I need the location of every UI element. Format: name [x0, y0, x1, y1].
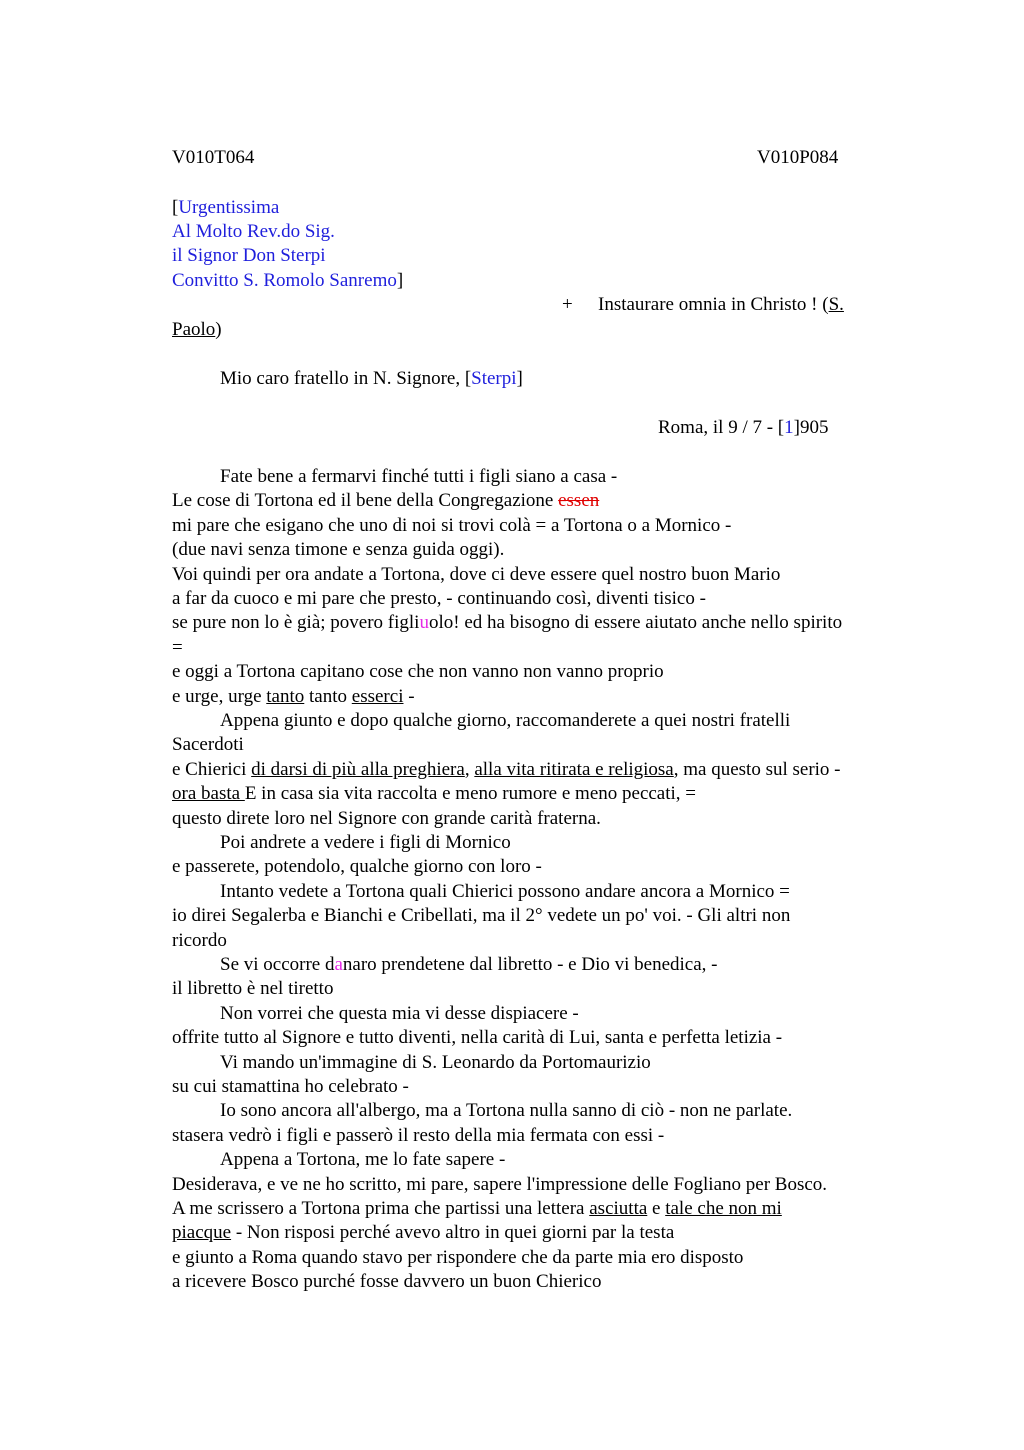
- body-line: stasera vedrò i figli e passerò il resto della mia fermata con essi -: [172, 1125, 665, 1146]
- cross-symbol: +: [562, 294, 573, 315]
- body-line: Vi mando un'immagine di S. Leonardo da Portomaurizio: [220, 1052, 651, 1073]
- address-line-1: [172, 196, 279, 220]
- body-text: e urge, urge: [172, 686, 267, 707]
- body-line: Intanto vedete a Tortona quali Chierici possono andare ancora a Mornico =: [220, 881, 790, 902]
- underlined-text: di darsi di più alla preghiera: [251, 759, 465, 780]
- body-line: io direi Segalerba e Bianchi e Cribellati, ma il 2° vedete un po' voi. - Gli altri non: [172, 905, 791, 926]
- salutation-text: Mio caro fratello in N. Signore, [: [220, 368, 472, 389]
- body-line: [172, 758, 841, 782]
- body-text: tanto: [304, 686, 352, 707]
- motto-text: Instaurare omnia in Christo ! (: [598, 294, 829, 315]
- body-text: naro prendetene dal libretto - e Dio vi benedica, -: [342, 954, 718, 975]
- underlined-text: tale che non mi: [665, 1198, 782, 1219]
- dateline-suffix: ]905: [793, 417, 829, 438]
- body-text: - Non risposi perché avevo altro in quei giorni par la testa: [231, 1222, 675, 1243]
- body-line: e passerete, potendolo, qualche giorno con loro -: [172, 856, 542, 877]
- body-line: Poi andrete a vedere i figli di Mornico: [220, 832, 511, 853]
- body-line: su cui stamattina ho celebrato -: [172, 1076, 409, 1097]
- body-line: [172, 782, 696, 806]
- body-line: Sacerdoti: [172, 734, 244, 755]
- body-text: e: [647, 1198, 666, 1219]
- salutation-close: ]: [516, 368, 523, 389]
- corrected-letter: a: [334, 954, 343, 975]
- body-line: Appena giunto e dopo qualche giorno, raccomanderete a quei nostri fratelli: [220, 710, 791, 731]
- bracket-close: ]: [396, 270, 404, 291]
- body-text: A me scrissero a Tortona prima che partissi una lettera: [172, 1198, 590, 1219]
- body-line: Io sono ancora all'albergo, ma a Tortona nulla sanno di ciò - non ne parlate.: [220, 1100, 793, 1121]
- body-line: e oggi a Tortona capitano cose che non vanno non vanno proprio: [172, 661, 664, 682]
- address-place: Convitto S. Romolo Sanremo: [172, 270, 397, 291]
- body-line: Non vorrei che questa mia vi desse dispiacere -: [220, 1003, 579, 1024]
- body-line: ricordo: [172, 930, 227, 951]
- motto: [598, 293, 844, 317]
- body-line: [220, 953, 718, 977]
- body-line: Voi quindi per ora andate a Tortona, dove ci deve essere quel nostro buon Mario: [172, 564, 781, 585]
- body-line: il libretto è nel tiretto: [172, 978, 334, 999]
- body-text: , ma questo sul serio -: [673, 759, 841, 780]
- motto-source-end: Paolo: [172, 319, 216, 340]
- address-line-4: [172, 269, 403, 293]
- dateline-insert: 1: [784, 417, 794, 438]
- body-line: [172, 685, 415, 709]
- body-text: se pure non lo è già; povero figli: [172, 612, 420, 633]
- body-line: a ricevere Bosco purché fosse davvero un buon Chierico: [172, 1271, 602, 1292]
- body-line: mi pare che esigano che uno di noi si trovi colà = a Tortona o a Mornico -: [172, 515, 732, 536]
- underlined-text: piacque: [172, 1222, 232, 1243]
- body-text: E in casa sia vita raccolta e meno rumore e meno peccati, =: [244, 783, 697, 804]
- deleted-text: essen: [558, 490, 600, 511]
- address-line-2: Al Molto Rev.do Sig.: [172, 221, 335, 242]
- body-line: Appena a Tortona, me lo fate sapere -: [220, 1149, 506, 1170]
- motto-source-start: S.: [828, 294, 844, 315]
- body-line: Desiderava, e ve ne ho scritto, mi pare, sapere l'impressione delle Fogliano per Bosco.: [172, 1174, 828, 1195]
- body-line: questo direte loro nel Signore con grande carità fraterna.: [172, 808, 601, 829]
- motto-continuation: [172, 318, 222, 342]
- body-text: ,: [464, 759, 475, 780]
- body-text: Se vi occorre d: [220, 954, 335, 975]
- body-line: (due navi senza timone e senza guida oggi).: [172, 539, 505, 560]
- body-line: [172, 611, 842, 635]
- bracket-open: [: [172, 197, 179, 218]
- document-code-right: V010P084: [757, 147, 839, 168]
- body-text: e Chierici: [172, 759, 252, 780]
- salutation: [220, 367, 523, 391]
- corrected-letter: u: [419, 612, 429, 633]
- dateline-prefix: Roma, il 9 / 7 - [: [658, 417, 785, 438]
- body-line: [172, 489, 599, 513]
- document-code-left: V010T064: [172, 147, 255, 168]
- body-text: olo! ed ha bisogno di essere aiutato anche nello spirito: [428, 612, 843, 633]
- underlined-text: asciutta: [589, 1198, 648, 1219]
- body-line: offrite tutto al Signore e tutto diventi, nella carità di Lui, santa e perfetta letizia -: [172, 1027, 783, 1048]
- body-line: [172, 1221, 674, 1245]
- body-line: Fate bene a fermarvi finché tutti i figli siano a casa -: [220, 466, 618, 487]
- body-text: -: [403, 686, 415, 707]
- underlined-text: alla vita ritirata e religiosa: [474, 759, 674, 780]
- motto-close: ): [215, 319, 222, 340]
- address-urgent: Urgentissima: [178, 197, 280, 218]
- body-line: a far da cuoco e mi pare che presto, - continuando così, diventi tisico -: [172, 588, 706, 609]
- underlined-text: esserci: [351, 686, 404, 707]
- body-line: =: [172, 637, 183, 658]
- underlined-text: tanto: [266, 686, 305, 707]
- body-text: Le cose di Tortona ed il bene della Congregazione: [172, 490, 559, 511]
- salutation-name: Sterpi: [471, 368, 517, 389]
- underlined-text: ora basta: [172, 783, 245, 804]
- dateline: [658, 416, 828, 440]
- body-line: e giunto a Roma quando stavo per rispondere che da parte mia ero disposto: [172, 1247, 744, 1268]
- body-line: [172, 1197, 782, 1221]
- address-line-3: il Signor Don Sterpi: [172, 245, 326, 266]
